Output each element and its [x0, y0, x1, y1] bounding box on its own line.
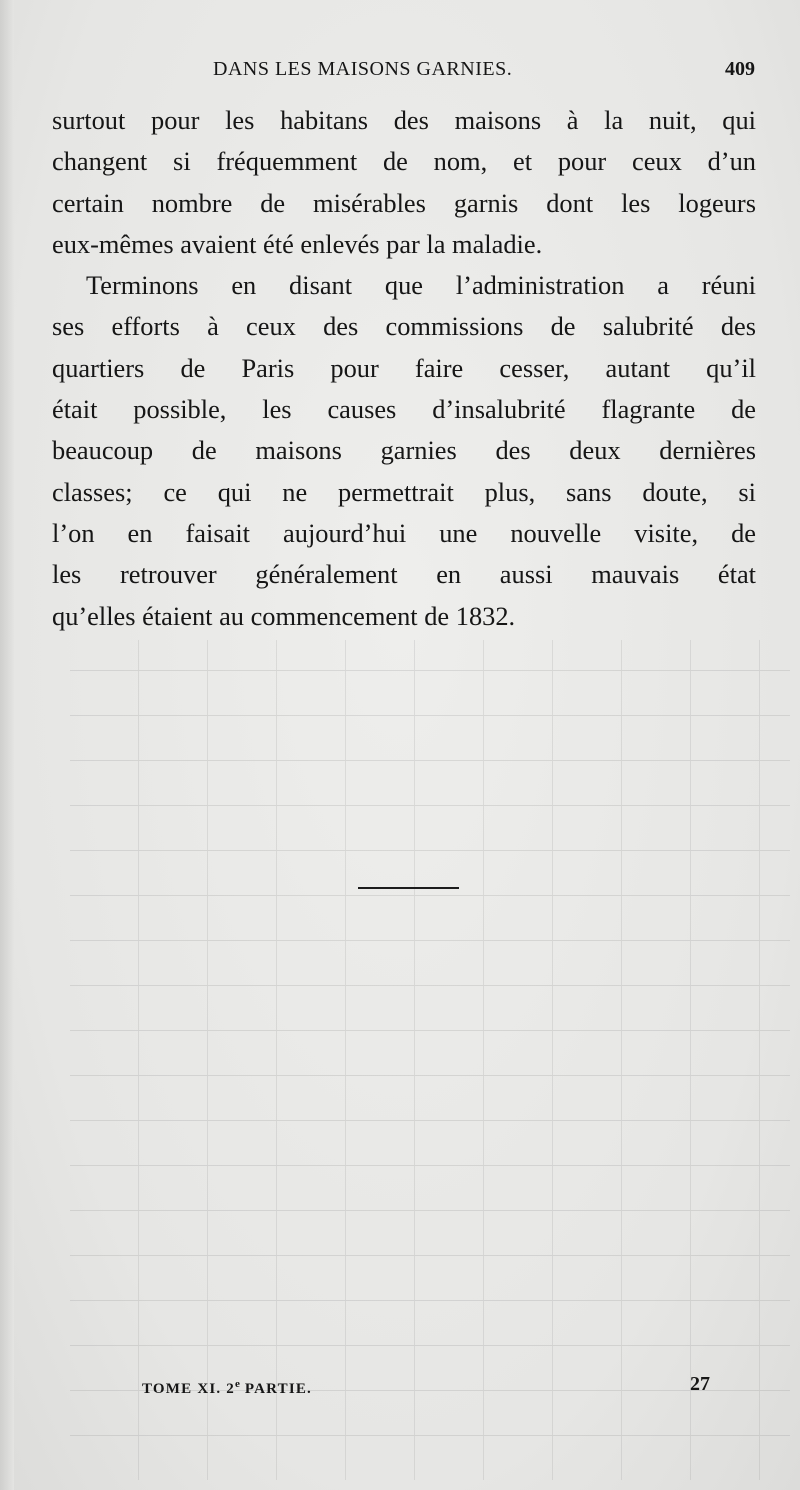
show-through-table-grid [70, 640, 790, 1480]
text-line: quartiers de Paris pour faire cesser, autant qu’il [52, 352, 756, 383]
paragraph-1 [52, 100, 756, 265]
section-divider-rule [358, 887, 459, 889]
paragraph-2 [52, 265, 756, 637]
text-line: beaucoup de maisons garnies des deux dernières [52, 435, 756, 466]
signature-suffix: PARTIE. [239, 1381, 313, 1397]
text-line: ses efforts à ceux des commissions de salubrité des [52, 311, 756, 342]
signature-superscript: e [234, 1378, 240, 1390]
text-line: surtout pour les habitans des maisons à la nuit, qui [52, 105, 756, 135]
body-text [52, 100, 756, 637]
page-number: 409 [725, 58, 755, 80]
text-line: l’on en faisait aujourd’hui une nouvelle visite, de [52, 517, 756, 548]
text-line: changent si fréquemment de nom, et pour ceux d’un [52, 146, 756, 177]
text-line: qu’elles étaient au commencement de 1832. [52, 600, 516, 631]
running-head-title: DANS LES MAISONS GARNIES. [213, 58, 513, 80]
running-head [60, 58, 755, 90]
printer-signature [142, 1378, 312, 1398]
text-line: était possible, les causes d’insalubrité flagrante de [52, 394, 756, 425]
sheet-number: 27 [690, 1373, 710, 1395]
text-line: certain nombre de misérables garnis dont les logeurs [52, 187, 756, 218]
signature-prefix: TOME XI. 2 [142, 1381, 235, 1397]
text-line: les retrouver généralement en aussi mauvais état [52, 559, 756, 590]
text-line: Terminons en disant que l’administration a réuni [86, 270, 756, 301]
page-edge-shadow [0, 0, 14, 1490]
text-line: eux-mêmes avaient été enlevés par la maladie. [52, 228, 543, 259]
text-line: classes; ce qui ne permettrait plus, sans doute, si [52, 476, 756, 507]
